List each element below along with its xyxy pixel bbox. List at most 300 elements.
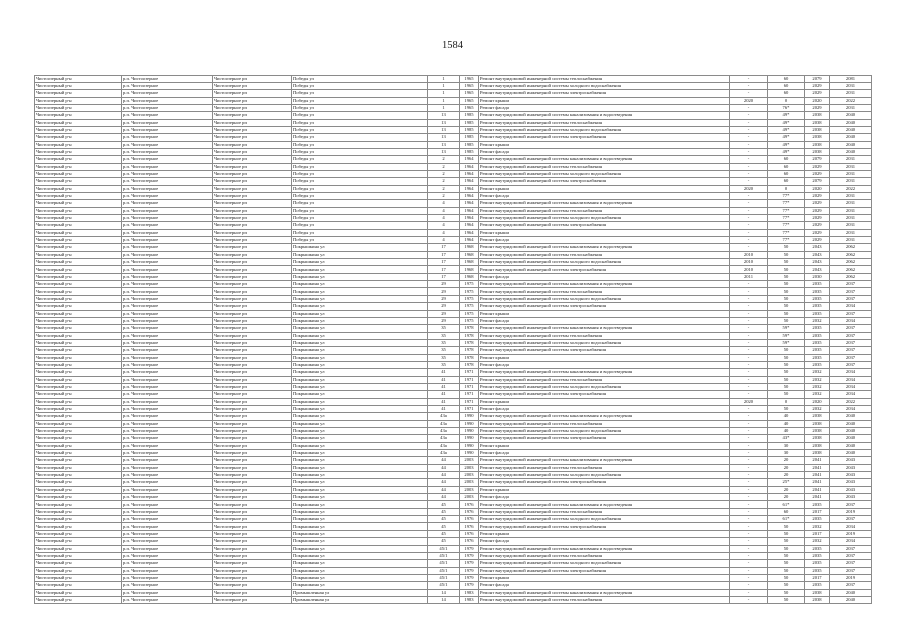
plan-start-year-cell: 2035 <box>805 288 830 295</box>
district-cell: Чистоозерный р-н <box>35 376 122 383</box>
district-cell: Чистоозерный р-н <box>35 552 122 559</box>
table-row <box>35 420 872 427</box>
house-number-cell: 45/1 <box>428 582 460 589</box>
work-type-cell: Ремонт внутридомовой инженерной системы теплоснабжения <box>479 376 730 383</box>
plan-end-year-cell: 2037 <box>830 295 872 302</box>
plan-start-year-cell: 2035 <box>805 281 830 288</box>
district-cell: Чистоозерный р-н <box>35 383 122 390</box>
plan-end-year-cell: 2040 <box>830 589 872 596</box>
table-row <box>35 244 872 251</box>
plan-end-year-cell: 2043 <box>830 479 872 486</box>
last-repair-year-cell: - <box>730 435 768 442</box>
plan-end-year-cell: 2031 <box>830 200 872 207</box>
build-year-cell: 1978 <box>460 361 479 368</box>
house-number-cell: 35 <box>428 347 460 354</box>
plan-end-year-cell: 2037 <box>830 552 872 559</box>
plan-end-year-cell: 2037 <box>830 288 872 295</box>
last-repair-year-cell: - <box>730 295 768 302</box>
build-year-cell: 1964 <box>460 170 479 177</box>
work-type-cell: Ремонт внутридомовой инженерной системы электроснабжения <box>479 266 730 273</box>
plan-start-year-cell: 2035 <box>805 295 830 302</box>
locality-cell: Чистоозерное рп <box>213 310 292 317</box>
plan-start-year-cell: 2035 <box>805 347 830 354</box>
work-type-cell: Ремонт крыши <box>479 398 730 405</box>
street-cell: Покрышкина ул <box>292 281 428 288</box>
table-row <box>35 200 872 207</box>
table-row <box>35 523 872 530</box>
build-year-cell: 1964 <box>460 156 479 163</box>
street-cell: Промышленная ул <box>292 589 428 596</box>
build-year-cell: 1968 <box>460 251 479 258</box>
last-repair-year-cell: - <box>730 163 768 170</box>
last-repair-year-cell: - <box>730 141 768 148</box>
street-cell: Покрышкина ул <box>292 582 428 589</box>
street-cell: Победы ул <box>292 215 428 222</box>
build-year-cell: 1968 <box>460 273 479 280</box>
work-type-cell: Ремонт внутридомовой инженерной системы холодного водоснабжения <box>479 259 730 266</box>
house-number-cell: 2 <box>428 156 460 163</box>
last-repair-year-cell: - <box>730 82 768 89</box>
wear-percent-cell: 50 <box>768 383 805 390</box>
district-cell: Чистоозерный р-н <box>35 464 122 471</box>
work-type-cell: Ремонт внутридомовой инженерной системы холодного водоснабжения <box>479 82 730 89</box>
last-repair-year-cell: 2010 <box>730 251 768 258</box>
wear-percent-cell: 60 <box>768 156 805 163</box>
locality-cell: Чистоозерное рп <box>213 523 292 530</box>
build-year-cell: 1975 <box>460 288 479 295</box>
build-year-cell: 1964 <box>460 207 479 214</box>
locality-cell: Чистоозерное рп <box>213 560 292 567</box>
last-repair-year-cell: - <box>730 325 768 332</box>
work-type-cell: Ремонт внутридомовой инженерной системы холодного водоснабжения <box>479 170 730 177</box>
house-number-cell: 45 <box>428 523 460 530</box>
plan-end-year-cell: 2043 <box>830 472 872 479</box>
table-row <box>35 508 872 515</box>
table-row <box>35 582 872 589</box>
plan-end-year-cell: 2062 <box>830 266 872 273</box>
locality-cell: Чистоозерное рп <box>213 369 292 376</box>
last-repair-year-cell: 2010 <box>730 266 768 273</box>
plan-end-year-cell: 2037 <box>830 501 872 508</box>
work-type-cell: Ремонт крыши <box>479 354 730 361</box>
table-row <box>35 479 872 486</box>
build-year-cell: 1978 <box>460 347 479 354</box>
street-cell: Покрышкина ул <box>292 317 428 324</box>
locality-cell: Чистоозерное рп <box>213 405 292 412</box>
locality-cell: Чистоозерное рп <box>213 104 292 111</box>
last-repair-year-cell: - <box>730 126 768 133</box>
settlement-cell: р.п. Чистоозерное <box>122 479 213 486</box>
settlement-cell: р.п. Чистоозерное <box>122 501 213 508</box>
plan-start-year-cell: 2038 <box>805 413 830 420</box>
settlement-cell: р.п. Чистоозерное <box>122 170 213 177</box>
district-cell: Чистоозерный р-н <box>35 369 122 376</box>
settlement-cell: р.п. Чистоозерное <box>122 259 213 266</box>
district-cell: Чистоозерный р-н <box>35 273 122 280</box>
street-cell: Покрышкина ул <box>292 428 428 435</box>
district-cell: Чистоозерный р-н <box>35 178 122 185</box>
plan-start-year-cell: 2079 <box>805 75 830 82</box>
wear-percent-cell: 61* <box>768 501 805 508</box>
build-year-cell: 1976 <box>460 538 479 545</box>
wear-percent-cell: 77* <box>768 207 805 214</box>
plan-start-year-cell: 2029 <box>805 163 830 170</box>
settlement-cell: р.п. Чистоозерное <box>122 222 213 229</box>
build-year-cell: 1964 <box>460 200 479 207</box>
house-number-cell: 1 <box>428 104 460 111</box>
plan-end-year-cell: 2022 <box>830 97 872 104</box>
house-number-cell: 13 <box>428 134 460 141</box>
house-number-cell: 35 <box>428 361 460 368</box>
table-row <box>35 141 872 148</box>
work-type-cell: Ремонт фасада <box>479 450 730 457</box>
street-cell: Победы ул <box>292 200 428 207</box>
locality-cell: Чистоозерное рп <box>213 112 292 119</box>
plan-start-year-cell: 2041 <box>805 464 830 471</box>
house-number-cell: 29 <box>428 281 460 288</box>
plan-start-year-cell: 2035 <box>805 501 830 508</box>
wear-percent-cell: 50 <box>768 369 805 376</box>
street-cell: Победы ул <box>292 178 428 185</box>
last-repair-year-cell: - <box>730 582 768 589</box>
table-row <box>35 457 872 464</box>
last-repair-year-cell: - <box>730 134 768 141</box>
work-type-cell: Ремонт внутридомовой инженерной системы электроснабжения <box>479 523 730 530</box>
locality-cell: Чистоозерное рп <box>213 516 292 523</box>
table-row <box>35 567 872 574</box>
house-number-cell: 45 <box>428 508 460 515</box>
last-repair-year-cell: - <box>730 472 768 479</box>
build-year-cell: 1979 <box>460 552 479 559</box>
build-year-cell: 1990 <box>460 442 479 449</box>
plan-start-year-cell: 2041 <box>805 494 830 501</box>
district-cell: Чистоозерный р-н <box>35 317 122 324</box>
street-cell: Покрышкина ул <box>292 530 428 537</box>
settlement-cell: р.п. Чистоозерное <box>122 215 213 222</box>
locality-cell: Чистоозерное рп <box>213 361 292 368</box>
locality-cell: Чистоозерное рп <box>213 200 292 207</box>
table-row <box>35 82 872 89</box>
capital-repair-table <box>34 75 872 605</box>
plan-end-year-cell: 2019 <box>830 508 872 515</box>
work-type-cell: Ремонт внутридомовой инженерной системы канализования и водоотведения <box>479 325 730 332</box>
wear-percent-cell: 60 <box>768 75 805 82</box>
table-row <box>35 222 872 229</box>
house-number-cell: 44 <box>428 472 460 479</box>
last-repair-year-cell: - <box>730 545 768 552</box>
build-year-cell: 1985 <box>460 141 479 148</box>
locality-cell: Чистоозерное рп <box>213 185 292 192</box>
district-cell: Чистоозерный р-н <box>35 126 122 133</box>
locality-cell: Чистоозерное рп <box>213 567 292 574</box>
house-number-cell: 2 <box>428 163 460 170</box>
plan-end-year-cell: 2031 <box>830 170 872 177</box>
plan-start-year-cell: 2038 <box>805 119 830 126</box>
work-type-cell: Ремонт фасада <box>479 237 730 244</box>
settlement-cell: р.п. Чистоозерное <box>122 273 213 280</box>
last-repair-year-cell: 2011 <box>730 273 768 280</box>
last-repair-year-cell: - <box>730 303 768 310</box>
settlement-cell: р.п. Чистоозерное <box>122 428 213 435</box>
last-repair-year-cell: 2020 <box>730 398 768 405</box>
plan-end-year-cell: 2040 <box>830 450 872 457</box>
last-repair-year-cell: - <box>730 567 768 574</box>
street-cell: Покрышкина ул <box>292 508 428 515</box>
house-number-cell: 29 <box>428 288 460 295</box>
plan-end-year-cell: 2040 <box>830 119 872 126</box>
plan-start-year-cell: 2029 <box>805 207 830 214</box>
district-cell: Чистоозерный р-н <box>35 90 122 97</box>
last-repair-year-cell: - <box>730 112 768 119</box>
house-number-cell: 35 <box>428 354 460 361</box>
table-row <box>35 398 872 405</box>
build-year-cell: 1975 <box>460 295 479 302</box>
plan-end-year-cell: 2034 <box>830 405 872 412</box>
wear-percent-cell: 50 <box>768 281 805 288</box>
table-body <box>35 75 872 604</box>
district-cell: Чистоозерный р-н <box>35 523 122 530</box>
settlement-cell: р.п. Чистоозерное <box>122 376 213 383</box>
street-cell: Победы ул <box>292 193 428 200</box>
street-cell: Покрышкина ул <box>292 567 428 574</box>
district-cell: Чистоозерный р-н <box>35 97 122 104</box>
district-cell: Чистоозерный р-н <box>35 339 122 346</box>
house-number-cell: 41 <box>428 383 460 390</box>
plan-end-year-cell: 2040 <box>830 413 872 420</box>
plan-start-year-cell: 2038 <box>805 420 830 427</box>
plan-end-year-cell: 2040 <box>830 126 872 133</box>
plan-start-year-cell: 2029 <box>805 215 830 222</box>
plan-end-year-cell: 2040 <box>830 112 872 119</box>
house-number-cell: 45 <box>428 538 460 545</box>
wear-percent-cell: 30 <box>768 442 805 449</box>
work-type-cell: Ремонт крыши <box>479 97 730 104</box>
locality-cell: Чистоозерное рп <box>213 596 292 603</box>
locality-cell: Чистоозерное рп <box>213 251 292 258</box>
wear-percent-cell: 49* <box>768 112 805 119</box>
street-cell: Победы ул <box>292 163 428 170</box>
build-year-cell: 1965 <box>460 90 479 97</box>
plan-start-year-cell: 2038 <box>805 428 830 435</box>
plan-end-year-cell: 2019 <box>830 530 872 537</box>
work-type-cell: Ремонт внутридомовой инженерной системы канализования и водоотведения <box>479 112 730 119</box>
build-year-cell: 1965 <box>460 75 479 82</box>
build-year-cell: 1964 <box>460 193 479 200</box>
plan-start-year-cell: 2020 <box>805 398 830 405</box>
house-number-cell: 13 <box>428 112 460 119</box>
plan-start-year-cell: 2035 <box>805 567 830 574</box>
work-type-cell: Ремонт фасада <box>479 538 730 545</box>
plan-start-year-cell: 2035 <box>805 332 830 339</box>
district-cell: Чистоозерный р-н <box>35 420 122 427</box>
work-type-cell: Ремонт внутридомовой инженерной системы электроснабжения <box>479 479 730 486</box>
settlement-cell: р.п. Чистоозерное <box>122 405 213 412</box>
locality-cell: Чистоозерное рп <box>213 288 292 295</box>
wear-percent-cell: 77* <box>768 200 805 207</box>
district-cell: Чистоозерный р-н <box>35 472 122 479</box>
house-number-cell: 45/1 <box>428 545 460 552</box>
plan-end-year-cell: 2031 <box>830 178 872 185</box>
settlement-cell: р.п. Чистоозерное <box>122 339 213 346</box>
house-number-cell: 45 <box>428 530 460 537</box>
wear-percent-cell: 76* <box>768 104 805 111</box>
work-type-cell: Ремонт фасада <box>479 361 730 368</box>
district-cell: Чистоозерный р-н <box>35 508 122 515</box>
build-year-cell: 1976 <box>460 508 479 515</box>
build-year-cell: 1990 <box>460 450 479 457</box>
wear-percent-cell: 30 <box>768 450 805 457</box>
locality-cell: Чистоозерное рп <box>213 229 292 236</box>
work-type-cell: Ремонт фасада <box>479 104 730 111</box>
street-cell: Покрышкина ул <box>292 516 428 523</box>
street-cell: Покрышкина ул <box>292 295 428 302</box>
locality-cell: Чистоозерное рп <box>213 193 292 200</box>
settlement-cell: р.п. Чистоозерное <box>122 545 213 552</box>
settlement-cell: р.п. Чистоозерное <box>122 90 213 97</box>
district-cell: Чистоозерный р-н <box>35 288 122 295</box>
plan-end-year-cell: 2022 <box>830 185 872 192</box>
plan-end-year-cell: 2034 <box>830 376 872 383</box>
locality-cell: Чистоозерное рп <box>213 75 292 82</box>
wear-percent-cell: 77* <box>768 222 805 229</box>
plan-end-year-cell: 2081 <box>830 75 872 82</box>
locality-cell: Чистоозерное рп <box>213 538 292 545</box>
district-cell: Чистоозерный р-н <box>35 398 122 405</box>
plan-end-year-cell: 2040 <box>830 435 872 442</box>
house-number-cell: 4 <box>428 215 460 222</box>
plan-start-year-cell: 2038 <box>805 450 830 457</box>
work-type-cell: Ремонт внутридомовой инженерной системы холодного водоснабжения <box>479 516 730 523</box>
last-repair-year-cell: - <box>730 450 768 457</box>
street-cell: Покрышкина ул <box>292 251 428 258</box>
wear-percent-cell: 50 <box>768 347 805 354</box>
district-cell: Чистоозерный р-н <box>35 442 122 449</box>
locality-cell: Чистоозерное рп <box>213 215 292 222</box>
work-type-cell: Ремонт крыши <box>479 574 730 581</box>
settlement-cell: р.п. Чистоозерное <box>122 413 213 420</box>
table-row <box>35 259 872 266</box>
plan-start-year-cell: 2035 <box>805 552 830 559</box>
plan-end-year-cell: 2031 <box>830 193 872 200</box>
wear-percent-cell: 50 <box>768 266 805 273</box>
work-type-cell: Ремонт внутридомовой инженерной системы холодного водоснабжения <box>479 428 730 435</box>
locality-cell: Чистоозерное рп <box>213 435 292 442</box>
build-year-cell: 1979 <box>460 582 479 589</box>
settlement-cell: р.п. Чистоозерное <box>122 97 213 104</box>
house-number-cell: 29 <box>428 295 460 302</box>
settlement-cell: р.п. Чистоозерное <box>122 193 213 200</box>
house-number-cell: 35 <box>428 339 460 346</box>
plan-start-year-cell: 2020 <box>805 97 830 104</box>
last-repair-year-cell: - <box>730 215 768 222</box>
wear-percent-cell: 40 <box>768 420 805 427</box>
street-cell: Победы ул <box>292 126 428 133</box>
plan-start-year-cell: 2043 <box>805 259 830 266</box>
district-cell: Чистоозерный р-н <box>35 545 122 552</box>
settlement-cell: р.п. Чистоозерное <box>122 295 213 302</box>
house-number-cell: 41 <box>428 398 460 405</box>
district-cell: Чистоозерный р-н <box>35 494 122 501</box>
last-repair-year-cell: - <box>730 560 768 567</box>
locality-cell: Чистоозерное рп <box>213 420 292 427</box>
table-row <box>35 229 872 236</box>
house-number-cell: 44 <box>428 457 460 464</box>
work-type-cell: Ремонт внутридомовой инженерной системы электроснабжения <box>479 222 730 229</box>
wear-percent-cell: 50 <box>768 574 805 581</box>
last-repair-year-cell: - <box>730 281 768 288</box>
wear-percent-cell: 50 <box>768 530 805 537</box>
locality-cell: Чистоозерное рп <box>213 574 292 581</box>
work-type-cell: Ремонт внутридомовой инженерной системы теплоснабжения <box>479 332 730 339</box>
locality-cell: Чистоозерное рп <box>213 170 292 177</box>
wear-percent-cell: 50 <box>768 376 805 383</box>
settlement-cell: р.п. Чистоозерное <box>122 472 213 479</box>
locality-cell: Чистоозерное рп <box>213 126 292 133</box>
table-row <box>35 472 872 479</box>
street-cell: Победы ул <box>292 207 428 214</box>
street-cell: Покрышкина ул <box>292 369 428 376</box>
work-type-cell: Ремонт внутридомовой инженерной системы канализования и водоотведения <box>479 457 730 464</box>
street-cell: Покрышкина ул <box>292 457 428 464</box>
street-cell: Покрышкина ул <box>292 288 428 295</box>
district-cell: Чистоозерный р-н <box>35 516 122 523</box>
plan-end-year-cell: 2031 <box>830 229 872 236</box>
settlement-cell: р.п. Чистоозерное <box>122 347 213 354</box>
settlement-cell: р.п. Чистоозерное <box>122 119 213 126</box>
settlement-cell: р.п. Чистоозерное <box>122 104 213 111</box>
last-repair-year-cell: - <box>730 75 768 82</box>
locality-cell: Чистоозерное рп <box>213 545 292 552</box>
wear-percent-cell: 50 <box>768 523 805 530</box>
plan-end-year-cell: 2037 <box>830 339 872 346</box>
locality-cell: Чистоозерное рп <box>213 413 292 420</box>
street-cell: Победы ул <box>292 82 428 89</box>
work-type-cell: Ремонт внутридомовой инженерной системы холодного водоснабжения <box>479 126 730 133</box>
house-number-cell: 41 <box>428 391 460 398</box>
district-cell: Чистоозерный р-н <box>35 148 122 155</box>
work-type-cell: Ремонт крыши <box>479 229 730 236</box>
locality-cell: Чистоозерное рп <box>213 589 292 596</box>
district-cell: Чистоозерный р-н <box>35 428 122 435</box>
street-cell: Покрышкина ул <box>292 383 428 390</box>
wear-percent-cell: 20 <box>768 494 805 501</box>
plan-end-year-cell: 2043 <box>830 486 872 493</box>
work-type-cell: Ремонт внутридомовой инженерной системы теплоснабжения <box>479 75 730 82</box>
house-number-cell: 4 <box>428 229 460 236</box>
table-row <box>35 574 872 581</box>
plan-start-year-cell: 2035 <box>805 303 830 310</box>
plan-end-year-cell: 2037 <box>830 310 872 317</box>
last-repair-year-cell: - <box>730 369 768 376</box>
district-cell: Чистоозерный р-н <box>35 567 122 574</box>
locality-cell: Чистоозерное рп <box>213 237 292 244</box>
build-year-cell: 1968 <box>460 259 479 266</box>
wear-percent-cell: 49* <box>768 119 805 126</box>
house-number-cell: 1 <box>428 82 460 89</box>
settlement-cell: р.п. Чистоозерное <box>122 141 213 148</box>
work-type-cell: Ремонт внутридомовой инженерной системы канализования и водоотведения <box>479 200 730 207</box>
district-cell: Чистоозерный р-н <box>35 486 122 493</box>
district-cell: Чистоозерный р-н <box>35 450 122 457</box>
wear-percent-cell: 50 <box>768 251 805 258</box>
table-row <box>35 97 872 104</box>
wear-percent-cell: 50 <box>768 288 805 295</box>
plan-start-year-cell: 2035 <box>805 582 830 589</box>
settlement-cell: р.п. Чистоозерное <box>122 450 213 457</box>
work-type-cell: Ремонт внутридомовой инженерной системы электроснабжения <box>479 178 730 185</box>
build-year-cell: 1964 <box>460 237 479 244</box>
locality-cell: Чистоозерное рп <box>213 450 292 457</box>
